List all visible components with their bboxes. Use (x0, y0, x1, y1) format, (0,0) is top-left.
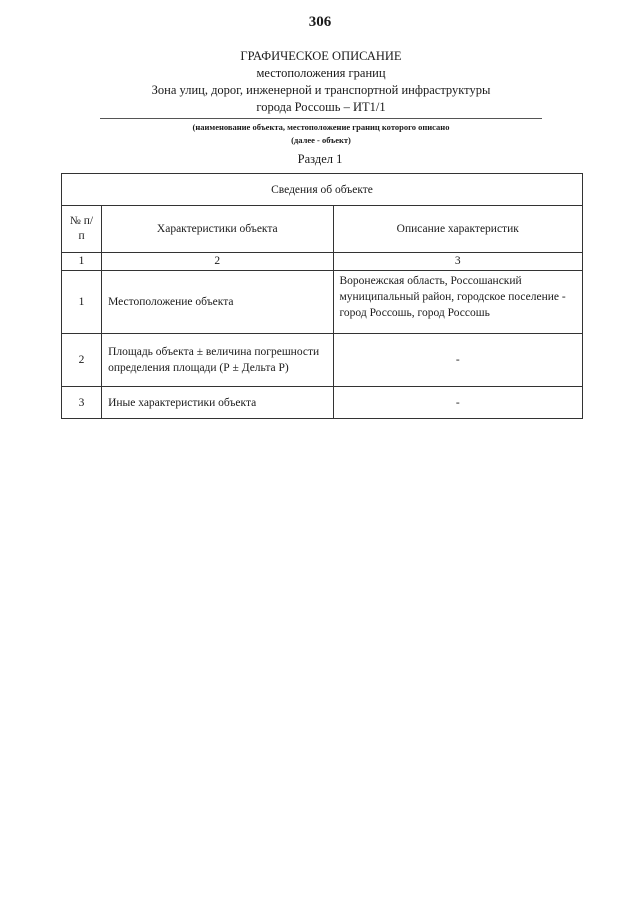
row-description: Воронежская область, Россошанский муниципальный район, городское поселение - город Россошь, город Россошь (333, 271, 583, 334)
caption-line-1: (наименование объекта, местоположение границ которого описано (192, 122, 450, 132)
header-characteristic: Характеристики объекта (102, 206, 333, 253)
column-number: 2 (102, 253, 333, 271)
zone-name: Зона улиц, дорог, инженерной и транспортной инфраструктуры (151, 83, 491, 97)
column-number: 3 (333, 253, 583, 271)
section-title: Раздел 1 (297, 152, 343, 166)
document-subtitle: местоположения границ (256, 66, 386, 80)
object-info-table (61, 173, 583, 419)
header-description: Описание характеристик (333, 206, 583, 253)
document-title: ГРАФИЧЕСКОЕ ОПИСАНИЕ (240, 49, 402, 63)
row-number: 3 (62, 387, 102, 419)
table-row (62, 271, 583, 334)
caption-line-2: (далее - объект) (291, 135, 351, 145)
zone-code: города Россошь – ИТ1/1 (256, 100, 386, 114)
row-characteristic: Иные характеристики объекта (102, 387, 333, 419)
row-description: - (333, 334, 583, 387)
table-row (62, 387, 583, 419)
header-number: № п/п (62, 206, 102, 253)
table-title-row (62, 174, 583, 206)
row-description: - (333, 387, 583, 419)
object-caption (60, 121, 582, 147)
document-header (60, 48, 582, 116)
page-number: 306 (308, 14, 332, 30)
row-number: 1 (62, 271, 102, 334)
table-title: Сведения об объекте (62, 174, 583, 206)
table-header-row (62, 206, 583, 253)
table-row (62, 334, 583, 387)
column-number-row (62, 253, 583, 271)
row-characteristic: Площадь объекта ± величина погрешности определения площади (Р ± Дельта Р) (102, 334, 333, 387)
column-number: 1 (62, 253, 102, 271)
header-divider (100, 118, 542, 119)
row-number: 2 (62, 334, 102, 387)
row-characteristic: Местоположение объекта (102, 271, 333, 334)
